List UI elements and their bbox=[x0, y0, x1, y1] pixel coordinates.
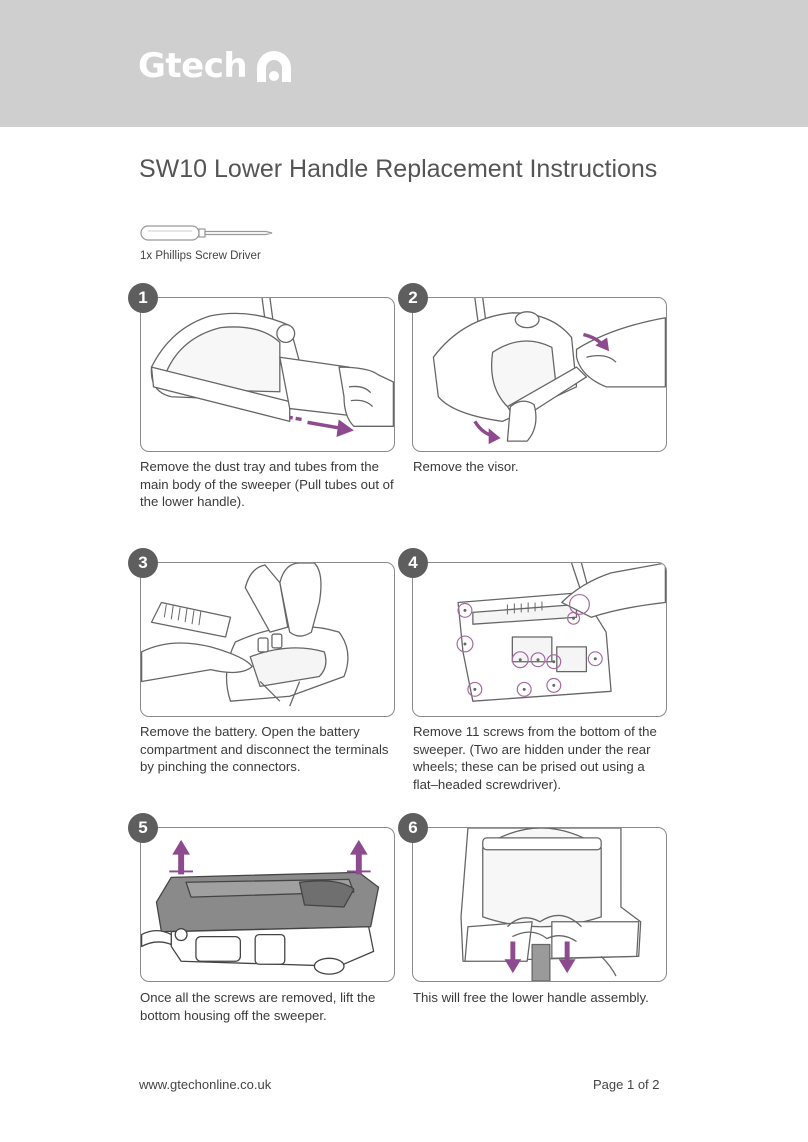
step-number-2: 2 bbox=[398, 283, 428, 313]
footer-website-link[interactable]: www.gtechonline.co.uk bbox=[139, 1077, 272, 1092]
step-4-caption: Remove 11 screws from the bottom of the sweeper. (Two are hidden under the rear wheels; these can be prised out using a flat–headed screwdriver). bbox=[413, 724, 657, 792]
step-number-6: 6 bbox=[398, 813, 428, 843]
step-3-caption: Remove the battery. Open the battery compartment and disconnect the terminals by pinching the connectors. bbox=[140, 724, 389, 774]
step-number-4: 4 bbox=[398, 548, 428, 578]
gtech-arch-icon bbox=[254, 50, 294, 82]
step-6-caption: This will free the lower handle assembly. bbox=[413, 990, 649, 1005]
step-1-illustration bbox=[140, 297, 395, 452]
step-4-illustration bbox=[412, 562, 667, 717]
page-number: Page 1 of 2 bbox=[593, 1077, 660, 1092]
brand-name: Gtech bbox=[138, 46, 248, 86]
step-number-5: 5 bbox=[128, 813, 158, 843]
step-6-illustration bbox=[412, 827, 667, 982]
step-5-illustration bbox=[140, 827, 395, 982]
step-number-3: 3 bbox=[128, 548, 158, 578]
step-3-illustration bbox=[140, 562, 395, 717]
step-2-caption: Remove the visor. bbox=[413, 459, 519, 474]
step-2-illustration bbox=[412, 297, 667, 452]
gtech-logo bbox=[138, 46, 294, 86]
page-title: SW10 Lower Handle Replacement Instructions bbox=[139, 155, 658, 183]
step-5-caption: Once all the screws are removed, lift the bottom housing off the sweeper. bbox=[140, 990, 376, 1023]
step-number-1: 1 bbox=[128, 283, 158, 313]
tool-label: 1x Phillips Screw Driver bbox=[140, 250, 261, 262]
screwdriver-icon bbox=[140, 222, 274, 244]
step-1-caption: Remove the dust tray and tubes from the main body of the sweeper (Pull tubes out of the lower handle). bbox=[140, 459, 394, 509]
header-bar bbox=[0, 0, 808, 127]
